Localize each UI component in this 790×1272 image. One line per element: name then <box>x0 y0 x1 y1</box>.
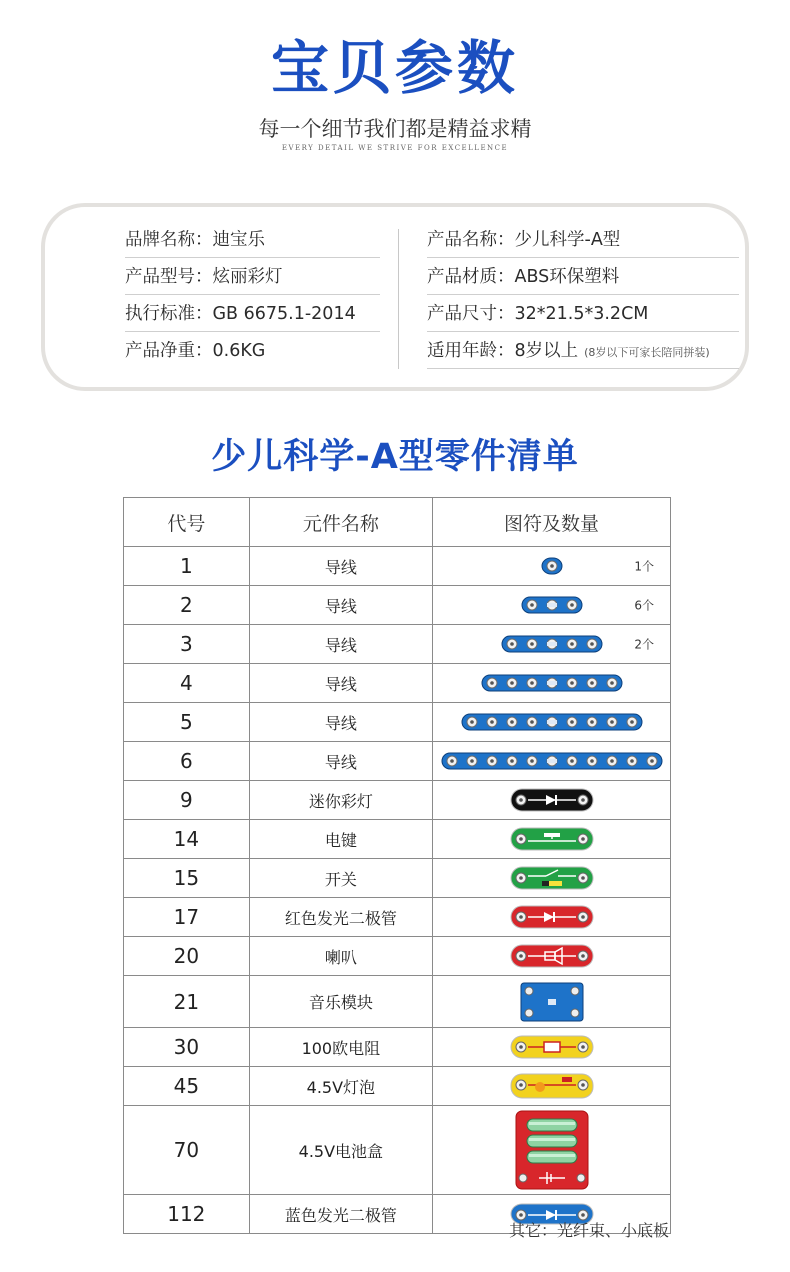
part-code: 14 <box>124 820 250 859</box>
part-name: 100欧电阻 <box>249 1028 432 1067</box>
param-row-age <box>427 332 739 369</box>
param-row-size <box>427 295 739 332</box>
table-row <box>124 625 671 664</box>
part-code: 2 <box>124 586 250 625</box>
parts-list-title: 少儿科学-A型零件清单 <box>211 437 579 477</box>
part-code: 15 <box>124 859 250 898</box>
part-name: 导线 <box>249 625 432 664</box>
param-value: 少儿科学-A型 <box>514 230 621 250</box>
part-symbol-cell <box>433 976 671 1028</box>
page-subtitle: 每一个细节我们都是精益求精 <box>258 117 532 141</box>
part-code: 9 <box>124 781 250 820</box>
part-quantity: 6个 <box>634 598 654 613</box>
part-symbol-cell <box>433 625 671 664</box>
param-row-standard <box>125 295 380 332</box>
part-name: 导线 <box>249 742 432 781</box>
table-row <box>124 664 671 703</box>
param-value: 0.6KG <box>212 341 266 361</box>
part-code: 20 <box>124 937 250 976</box>
press-switch-icon <box>510 827 594 851</box>
params-right-column <box>427 221 739 369</box>
part-name: 导线 <box>249 547 432 586</box>
part-code: 112 <box>124 1195 250 1234</box>
param-row-weight <box>125 332 380 369</box>
part-symbol-cell <box>433 547 671 586</box>
param-value: 32*21.5*3.2CM <box>514 304 649 324</box>
part-code: 21 <box>124 976 250 1028</box>
part-quantity: 1个 <box>634 559 654 574</box>
table-row <box>124 547 671 586</box>
param-label: 品牌名称： <box>125 230 213 250</box>
music-module-icon <box>520 982 584 1022</box>
param-note: (8岁以下可家长陪同拼装) <box>584 346 710 359</box>
params-left-column <box>125 221 380 369</box>
param-row-name <box>427 221 739 258</box>
param-label: 产品名称： <box>427 230 515 250</box>
table-header-row <box>124 498 671 547</box>
part-symbol-cell <box>433 586 671 625</box>
part-name: 电键 <box>249 820 432 859</box>
mini-lamp-icon <box>510 788 594 812</box>
part-code: 4 <box>124 664 250 703</box>
param-label: 产品净重： <box>125 341 213 361</box>
part-name: 红色发光二极管 <box>249 898 432 937</box>
param-label: 产品材质： <box>427 267 515 287</box>
table-row <box>124 976 671 1028</box>
table-row <box>124 1067 671 1106</box>
resistor-icon <box>510 1035 594 1059</box>
param-value: ABS环保塑料 <box>514 267 620 287</box>
part-symbol-cell <box>433 781 671 820</box>
page-title: 宝贝参数 <box>270 34 519 102</box>
wire-4-icon <box>481 673 623 693</box>
wire-1-icon <box>541 556 563 576</box>
table-row <box>124 820 671 859</box>
wire-3-icon <box>501 634 603 654</box>
header-symbol: 图符及数量 <box>433 498 671 547</box>
header-name: 元件名称 <box>249 498 432 547</box>
part-code: 30 <box>124 1028 250 1067</box>
param-value: 迪宝乐 <box>212 230 265 250</box>
table-row <box>124 1028 671 1067</box>
slide-switch-icon <box>510 866 594 890</box>
table-row <box>124 742 671 781</box>
param-row-material <box>427 258 739 295</box>
wire-6-icon <box>441 751 663 771</box>
params-divider <box>398 229 399 369</box>
part-symbol-cell <box>433 703 671 742</box>
part-name: 4.5V灯泡 <box>249 1067 432 1106</box>
param-row-model <box>125 258 380 295</box>
bulb-icon <box>510 1073 594 1099</box>
part-symbol-cell <box>433 742 671 781</box>
part-symbol-cell <box>433 664 671 703</box>
part-name: 导线 <box>249 703 432 742</box>
part-quantity: 2个 <box>634 637 654 652</box>
part-symbol-cell <box>433 820 671 859</box>
part-name: 开关 <box>249 859 432 898</box>
part-code: 5 <box>124 703 250 742</box>
part-name: 导线 <box>249 586 432 625</box>
header-code: 代号 <box>124 498 250 547</box>
part-code: 70 <box>124 1106 250 1195</box>
battery-box-icon <box>515 1110 589 1190</box>
part-name: 导线 <box>249 664 432 703</box>
table-row <box>124 703 671 742</box>
part-name: 蓝色发光二极管 <box>249 1195 432 1234</box>
part-code: 3 <box>124 625 250 664</box>
param-value: 炫丽彩灯 <box>212 267 283 287</box>
parts-table <box>123 497 671 1234</box>
param-value: GB 6675.1-2014 <box>212 304 356 324</box>
footer-note: 其它：光纤束、小底板 <box>508 1221 669 1240</box>
part-symbol-cell <box>433 898 671 937</box>
part-name: 喇叭 <box>249 937 432 976</box>
product-params-card <box>41 203 749 391</box>
table-row <box>124 586 671 625</box>
red-led-icon <box>510 905 594 929</box>
part-symbol-cell <box>433 1067 671 1106</box>
param-label: 执行标准： <box>125 304 213 324</box>
part-symbol-cell <box>433 1106 671 1195</box>
part-symbol-cell <box>433 1028 671 1067</box>
table-row <box>124 1106 671 1195</box>
table-row <box>124 937 671 976</box>
param-label: 产品型号： <box>125 267 213 287</box>
part-symbol-cell <box>433 859 671 898</box>
part-code: 17 <box>124 898 250 937</box>
wire-5-icon <box>461 712 643 732</box>
param-label: 适用年龄： <box>427 341 515 361</box>
part-name: 音乐模块 <box>249 976 432 1028</box>
param-row-brand <box>125 221 380 258</box>
table-row <box>124 781 671 820</box>
param-label: 产品尺寸： <box>427 304 515 324</box>
part-code: 45 <box>124 1067 250 1106</box>
part-code: 1 <box>124 547 250 586</box>
page-subtitle-en: EVERY DETAIL WE STRIVE FOR EXCELLENCE <box>281 144 509 152</box>
param-value: 8岁以上 <box>514 341 579 361</box>
part-symbol-cell <box>433 937 671 976</box>
part-code: 6 <box>124 742 250 781</box>
speaker-icon <box>510 944 594 968</box>
part-name: 迷你彩灯 <box>249 781 432 820</box>
part-name: 4.5V电池盒 <box>249 1106 432 1195</box>
table-row <box>124 859 671 898</box>
table-row <box>124 898 671 937</box>
wire-2-icon <box>521 595 583 615</box>
